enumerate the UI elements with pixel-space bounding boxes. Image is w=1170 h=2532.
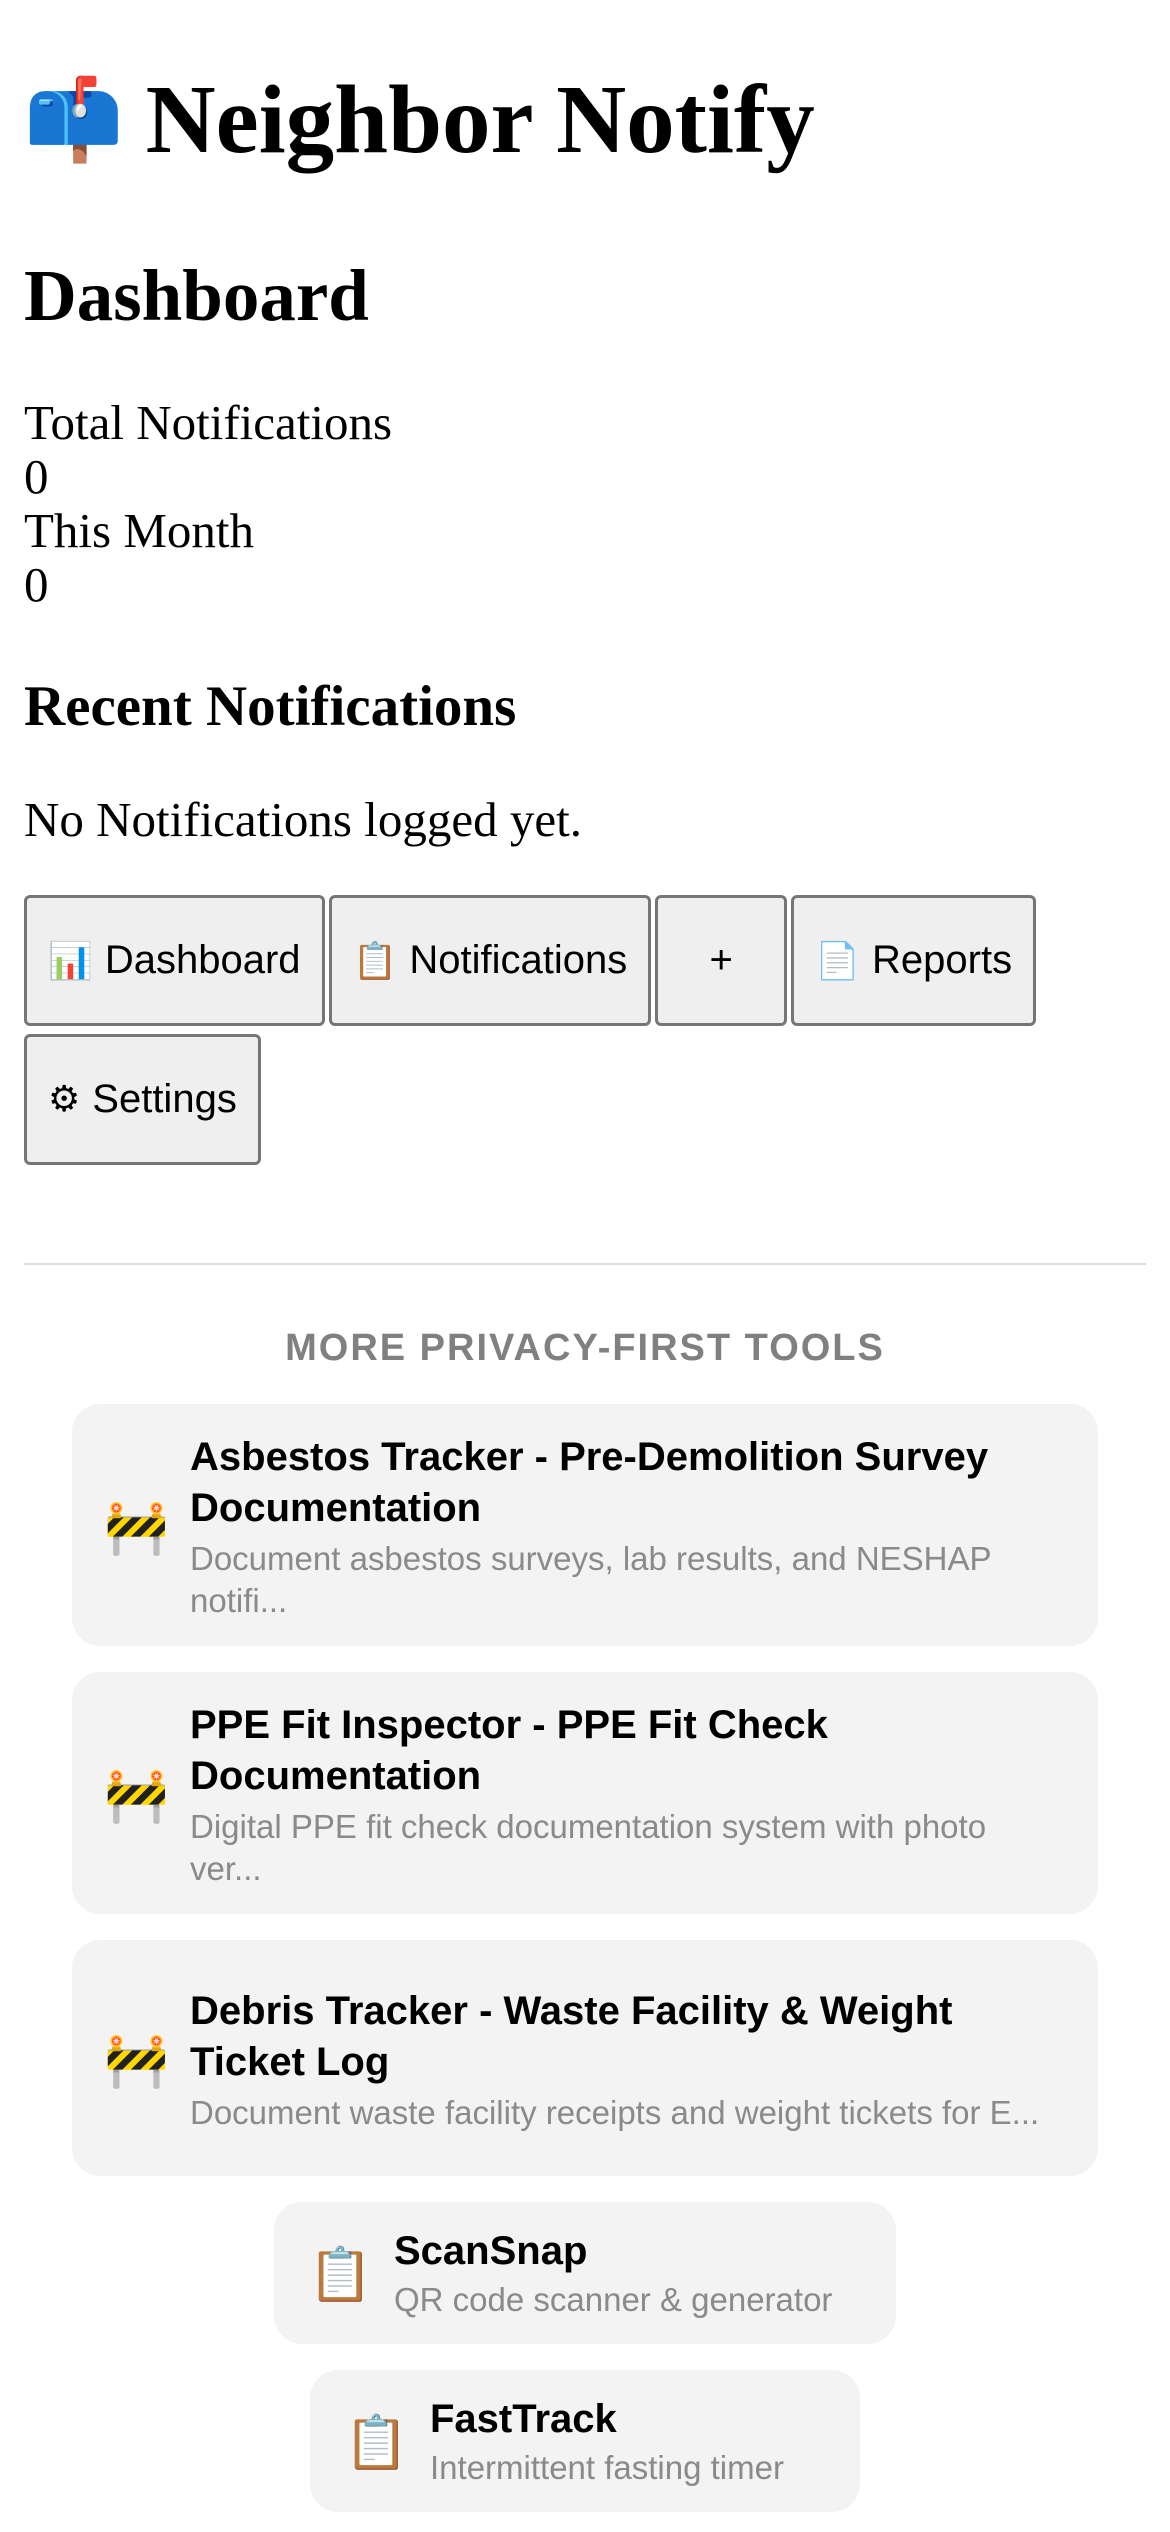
- stat-month-value: 0: [24, 556, 49, 612]
- stat-month-label: This Month: [24, 502, 255, 558]
- tool-name: PPE Fit Inspector - PPE Fit Check Documentation: [190, 1703, 828, 1799]
- nav-reports-label: Reports: [872, 938, 1013, 983]
- more-tools-list: [24, 1404, 1146, 2512]
- construction-barrier-icon: 🚧: [104, 1497, 169, 1558]
- tool-text: [190, 1986, 1062, 2134]
- tool-description: Digital PPE fit check documentation system with photo ver...: [190, 1808, 987, 1888]
- tool-text: [430, 2395, 784, 2489]
- dashboard-title: Dashboard: [24, 254, 369, 336]
- nav-notifications-label: Notifications: [409, 938, 628, 983]
- tool-description: Document asbestos surveys, lab results, and NESHAP notifi...: [190, 1540, 991, 1620]
- tool-card-scansnap[interactable]: [274, 2202, 896, 2344]
- bar-chart-icon: 📊: [48, 940, 93, 982]
- add-notification-button[interactable]: [655, 895, 787, 1026]
- app-header: [24, 0, 1146, 176]
- nav-dashboard-label: Dashboard: [104, 938, 301, 983]
- tool-description: Document waste facility receipts and weight tickets for E...: [190, 2094, 1040, 2132]
- mailbox-icon: 📫: [24, 72, 124, 166]
- tool-description: QR code scanner & generator: [394, 2281, 833, 2319]
- tool-text: [190, 1700, 1062, 1890]
- nav-reports-button[interactable]: [791, 895, 1036, 1026]
- stat-total-value: 0: [24, 448, 49, 504]
- more-tools-title: MORE PRIVACY-FIRST TOOLS: [285, 1327, 885, 1370]
- tool-text: [394, 2227, 832, 2321]
- nav-bar: [24, 895, 1064, 1165]
- tool-card-fasttrack[interactable]: [310, 2370, 860, 2512]
- tool-card-debris-tracker[interactable]: [72, 1940, 1098, 2176]
- tool-name: FastTrack: [430, 2397, 617, 2442]
- nav-dashboard-button[interactable]: [24, 895, 325, 1026]
- stat-total-label: Total Notifications: [24, 394, 393, 450]
- tool-name: ScanSnap: [394, 2229, 588, 2274]
- recent-notifications-title: Recent Notifications: [24, 674, 517, 738]
- divider: [24, 1263, 1146, 1265]
- nav-settings-button[interactable]: [24, 1034, 261, 1165]
- nav-notifications-button[interactable]: [329, 895, 652, 1026]
- tool-card-ppe-fit-inspector[interactable]: [72, 1672, 1098, 1914]
- tool-name: Asbestos Tracker - Pre-Demolition Survey Documentation: [190, 1435, 989, 1531]
- stats-block: [24, 396, 1146, 612]
- gear-icon: ⚙: [48, 1079, 81, 1121]
- clipboard-icon: 📋: [352, 940, 398, 982]
- app-title: Neighbor Notify: [145, 66, 815, 173]
- clipboard-icon: 📋: [308, 2244, 373, 2305]
- document-icon: 📄: [815, 940, 861, 982]
- tool-description: Intermittent fasting timer: [430, 2449, 784, 2487]
- plus-icon: +: [709, 938, 733, 983]
- construction-barrier-icon: 🚧: [104, 2030, 169, 2091]
- tool-name: Debris Tracker - Waste Facility & Weight Ticket Log: [190, 1989, 953, 2085]
- construction-barrier-icon: 🚧: [104, 1765, 169, 1826]
- tool-card-asbestos-tracker[interactable]: [72, 1404, 1098, 1646]
- tool-text: [190, 1432, 1062, 1622]
- clipboard-icon: 📋: [344, 2412, 409, 2473]
- nav-settings-label: Settings: [92, 1077, 237, 1122]
- empty-state-text: No Notifications logged yet.: [24, 791, 582, 847]
